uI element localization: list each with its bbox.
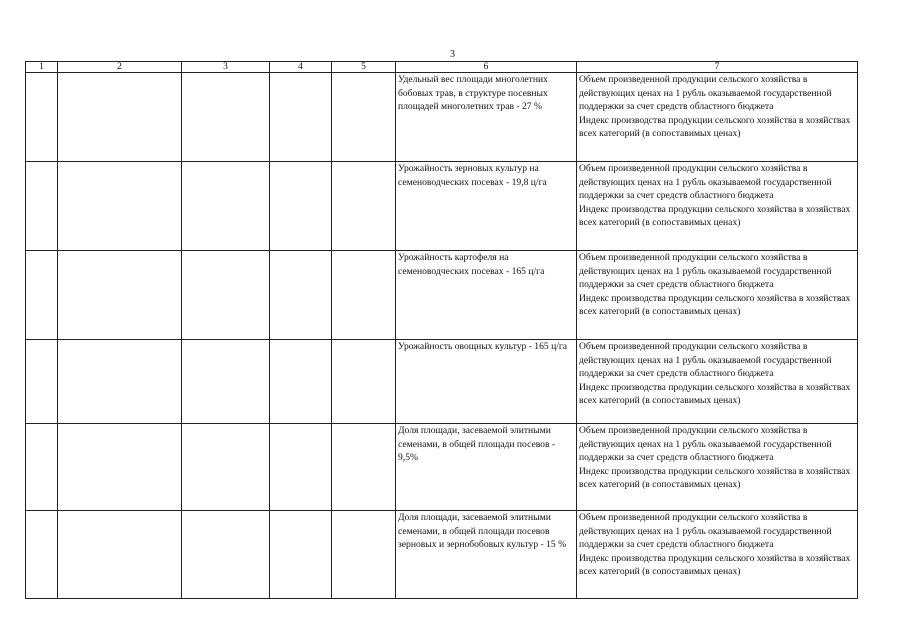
table-cell-empty [332,251,396,340]
criteria-cell [577,424,858,511]
table-cell-empty [270,511,332,599]
criteria-cell [577,73,858,162]
indicator-cell: Урожайность овощных культур - 165 ц/га [396,340,577,424]
criteria-cell [577,162,858,251]
table-cell-empty [58,251,182,340]
criteria-output-volume: Объем произведенной продукции сельского хозяйства в действующих ценах на 1 рубль оказываемой государственной поддержки за счет средств областного бюджета [579,512,832,551]
table-cell-empty [58,424,182,511]
table-cell-empty [58,340,182,424]
criteria-production-index: Индекс производства продукции сельского хозяйства в хозяйствах всех категорий (в сопоставимых ценах) [579,292,851,318]
table-cell-empty [270,424,332,511]
criteria-output-volume: Объем произведенной продукции сельского хозяйства в действующих ценах на 1 рубль оказываемой государственной поддержки за счет средств областного бюджета [579,252,832,291]
indicator-cell: Удельный вес площади многолетних бобовых трав, в структуре посевных площадей многолетних трав - 27 % [396,73,577,162]
criteria-production-index: Индекс производства продукции сельского хозяйства в хозяйствах всех категорий (в сопоставимых ценах) [579,114,851,140]
indicator-cell: Доля площади, засеваемой элитными семенами, в общей площади посевов - 9,5% [396,424,577,511]
criteria-output-volume: Объем произведенной продукции сельского хозяйства в действующих ценах на 1 рубль оказываемой государственной поддержки за счет средств областного бюджета [579,341,832,380]
program-indicators-table [25,61,858,599]
table-cell-empty [270,251,332,340]
table-row [26,340,858,424]
indicator-cell: Урожайность зерновых культур на семеноводческих посевах - 19,8 ц/га [396,162,577,251]
indicator-cell: Урожайность картофеля на семеноводческих посевах - 165 ц/га [396,251,577,340]
criteria-output-volume: Объем произведенной продукции сельского хозяйства в действующих ценах на 1 рубль оказываемой государственной поддержки за счет средств областного бюджета [579,425,832,464]
table-cell-empty [58,73,182,162]
table-cell-empty [332,162,396,251]
table-cell-empty [26,162,58,251]
criteria-output-volume: Объем произведенной продукции сельского хозяйства в действующих ценах на 1 рубль оказываемой государственной поддержки за счет средств областного бюджета [579,74,832,113]
criteria-production-index: Индекс производства продукции сельского хозяйства в хозяйствах всех категорий (в сопоставимых ценах) [579,203,851,229]
column-header-3: 3 [182,62,270,73]
table-cell-empty [26,340,58,424]
table-cell-empty [26,73,58,162]
table-row [26,73,858,162]
table-cell-empty [182,511,270,599]
table-cell-empty [182,340,270,424]
column-header-7: 7 [577,62,858,73]
table-cell-empty [332,340,396,424]
table-cell-empty [182,73,270,162]
criteria-cell [577,340,858,424]
table-cell-empty [270,73,332,162]
criteria-production-index: Индекс производства продукции сельского хозяйства в хозяйствах всех категорий (в сопоставимых ценах) [579,465,851,491]
criteria-output-volume: Объем произведенной продукции сельского хозяйства в действующих ценах на 1 рубль оказываемой государственной поддержки за счет средств областного бюджета [579,163,832,202]
table-cell-empty [182,162,270,251]
table-cell-empty [58,162,182,251]
table-row [26,162,858,251]
page-number: 3 [450,49,455,60]
criteria-production-index: Индекс производства продукции сельского хозяйства в хозяйствах всех категорий (в сопоставимых ценах) [579,552,851,578]
table-cell-empty [270,340,332,424]
table-cell-empty [332,424,396,511]
table-cell-empty [26,424,58,511]
table-row [26,511,858,599]
column-header-6: 6 [396,62,577,73]
criteria-production-index: Индекс производства продукции сельского хозяйства в хозяйствах всех категорий (в сопоставимых ценах) [579,381,851,407]
indicator-cell: Доля площади, засеваемой элитными семенами, в общей площади посевов зерновых и зернобобовых культур - 15 % [396,511,577,599]
column-header-1: 1 [26,62,58,73]
table-row [26,251,858,340]
criteria-cell [577,251,858,340]
table-cell-empty [270,162,332,251]
column-header-5: 5 [332,62,396,73]
table-cell-empty [182,424,270,511]
table-cell-empty [332,73,396,162]
table-cell-empty [26,511,58,599]
criteria-cell [577,511,858,599]
table-cell-empty [58,511,182,599]
table-header-row [26,62,858,73]
table-cell-empty [26,251,58,340]
table-cell-empty [332,511,396,599]
table-row [26,424,858,511]
column-header-2: 2 [58,62,182,73]
table-cell-empty [182,251,270,340]
column-header-4: 4 [270,62,332,73]
